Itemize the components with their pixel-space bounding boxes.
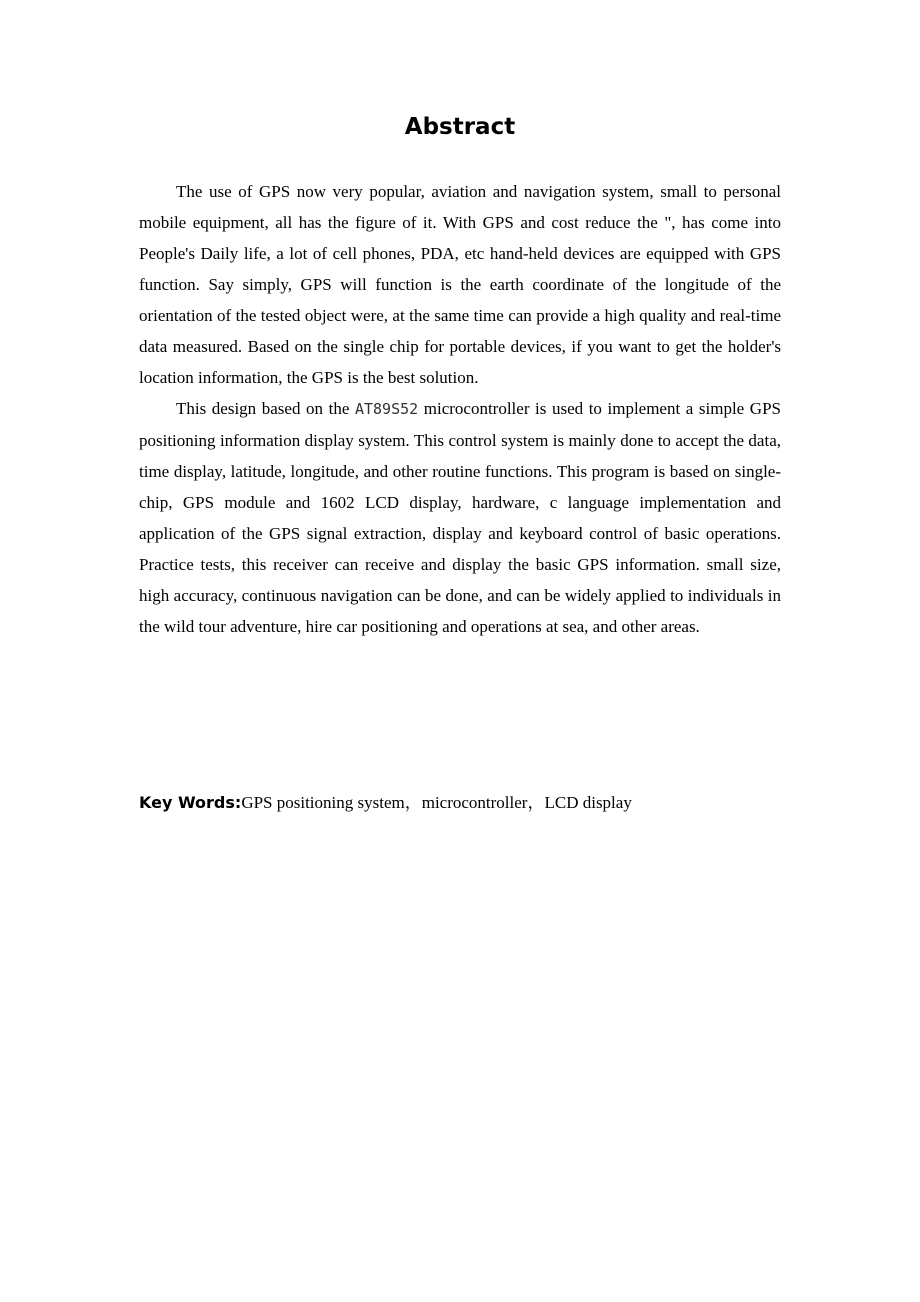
abstract-paragraph-2	[139, 393, 781, 642]
keywords-text: GPS positioning system，microcontroller，LCD display	[241, 793, 632, 812]
keywords-label: Key Words:	[139, 793, 242, 812]
keywords-line	[139, 789, 781, 818]
chip-model-text: AT89S52	[354, 400, 419, 418]
abstract-paragraph-1: The use of GPS now very popular, aviation and navigation system, small to personal mobile equipment, all has the figure of it. With GPS and cost reduce the ", has come into People's Daily life, a lot of cell phones, PDA, etc hand-held devices are equipped with GPS function. Say simply, GPS will function is the earth coordinate of the longitude of the orientation of the tested object were, at the same time can provide a high quality and real-time data measured. Based on the single chip for portable devices, if you want to get the holder's location information, the GPS is the best solution.	[139, 182, 781, 387]
paragraph-2-rest: microcontroller is used to implement a simple GPS positioning information display system. This control system is mainly done to accept the data, time display, latitude, longitude, and other routine functions. This program is based on single-chip, GPS module and 1602 LCD display, hardware, c language implementation and application of the GPS signal extraction, display and keyboard control of basic operations. Practice tests, this receiver can receive and display the basic GPS information. small size, high accuracy, continuous navigation can be done, and can be widely applied to individuals in the wild tour adventure, hire car positioning and operations at sea, and other areas.	[139, 399, 781, 636]
page-title: Abstract	[404, 114, 516, 140]
paragraph-2-intro: This design based on the	[176, 399, 355, 418]
abstract-body	[139, 176, 781, 642]
